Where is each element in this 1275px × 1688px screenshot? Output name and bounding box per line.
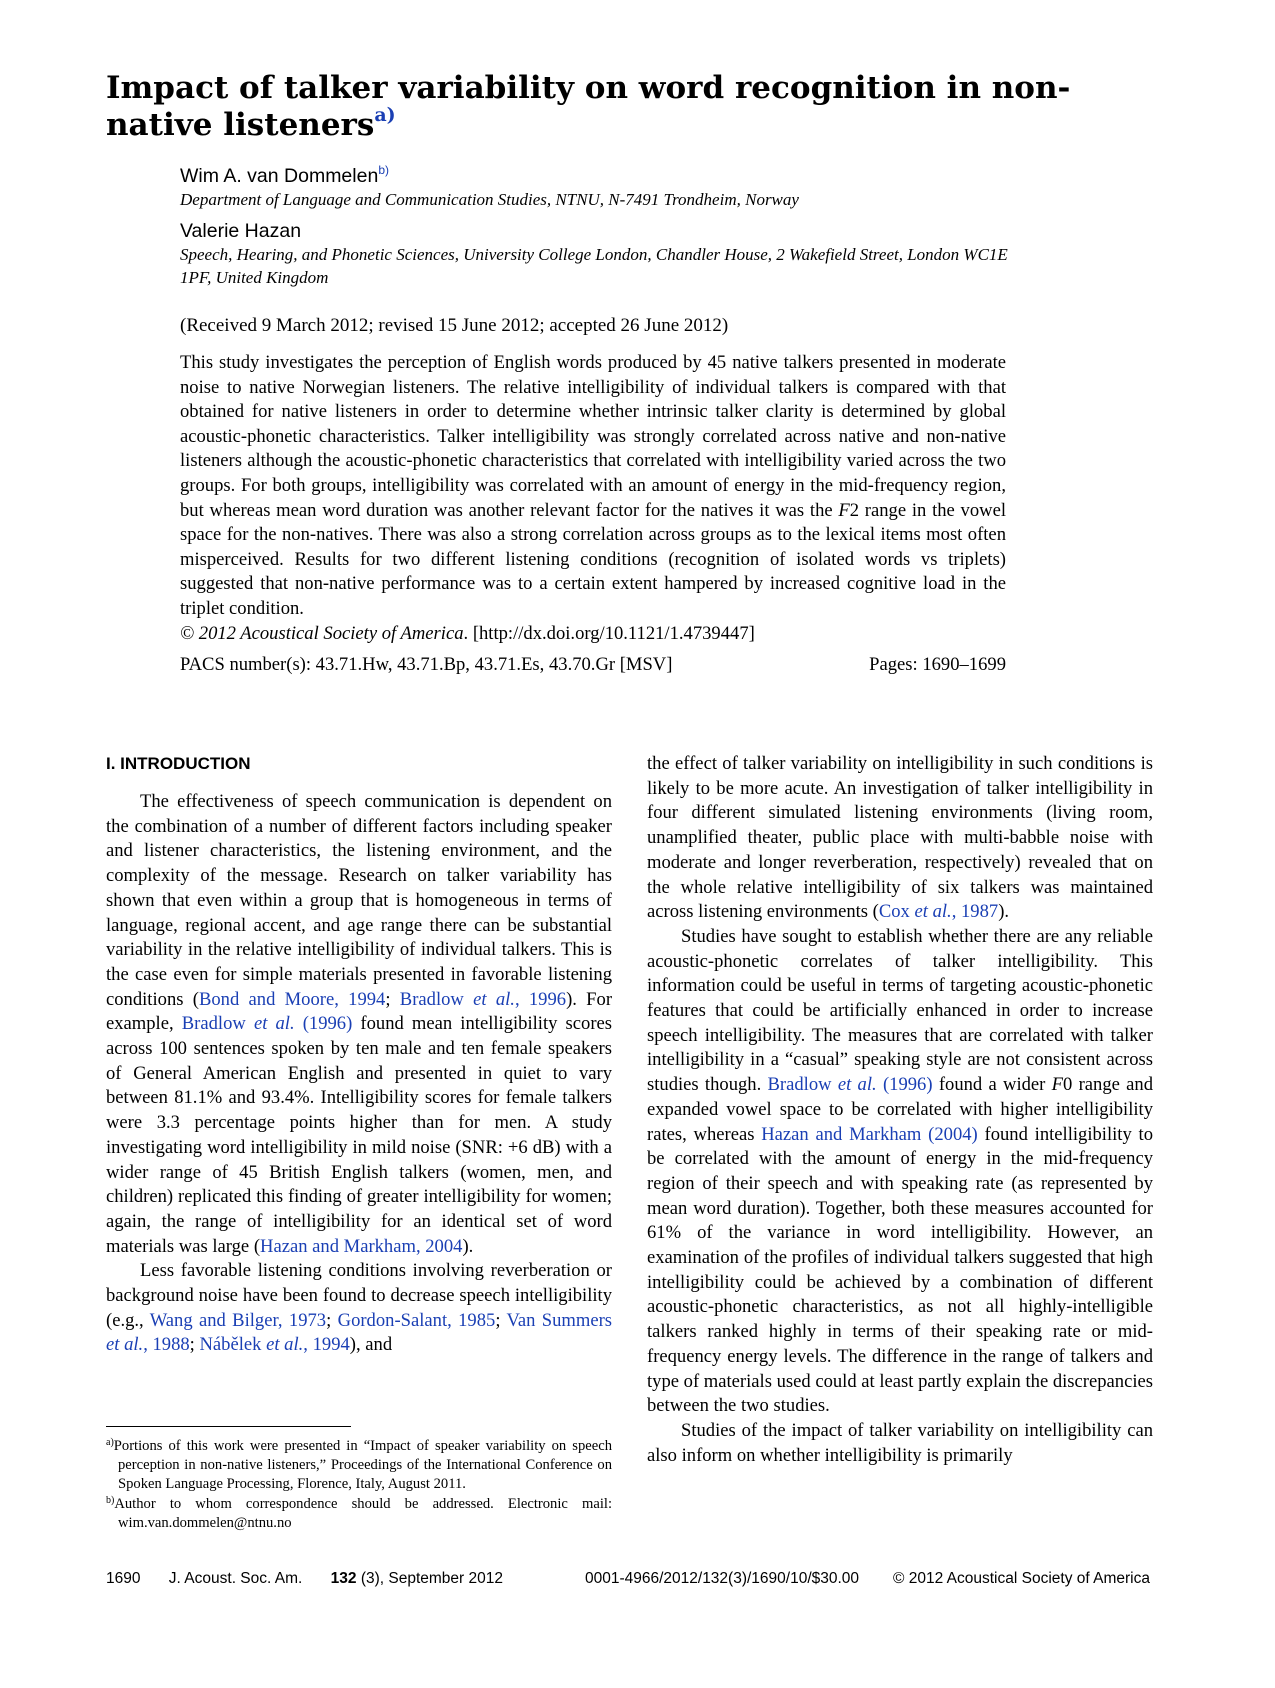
citation-link[interactable]: Bradlow et al., 1996 bbox=[399, 988, 567, 1010]
right-column bbox=[647, 752, 1153, 1468]
footnote-divider bbox=[106, 1426, 351, 1427]
page-range: Pages: 1690–1699 bbox=[869, 654, 1006, 675]
footnote-b: $^{b)}$Author to whom correspondence should be addressed. Electronic mail: wim.van.dommelen@ntnu.no bbox=[106, 1495, 612, 1531]
citation-link[interactable]: Van Summers et al., 1988 bbox=[106, 1309, 613, 1356]
author-2 bbox=[180, 219, 1030, 289]
citation-link[interactable]: Cox et al., 1987 bbox=[878, 901, 999, 923]
abstract-copyright: © 2012 Acoustical Society of America bbox=[180, 622, 464, 644]
journal-citation: J. Acoust. Soc. Am. 132 (3), September 2012 bbox=[168, 1570, 503, 1587]
paper-title: Impact of talker variability on word recognition in non-native listeners$^{a)}$ bbox=[106, 70, 1071, 143]
paragraph: Studies of the impact of talker variability on intelligibility can also inform on whether intelligibility is primarily bbox=[647, 1419, 1153, 1466]
citation-link[interactable]: Bond and Moore, 1994 bbox=[198, 988, 386, 1010]
doi-link[interactable]: . [http://dx.doi.org/10.1121/1.4739447] bbox=[463, 622, 755, 644]
author-affiliation: Department of Language and Communication Studies, NTNU, N-7491 Trondheim, Norway bbox=[180, 190, 799, 209]
citation-link[interactable]: Bradlow et al. (1996) bbox=[181, 1013, 353, 1035]
pacs-numbers: PACS number(s): 43.71.Hw, 43.71.Bp, 43.71.Es, 43.70.Gr [MSV] bbox=[180, 654, 673, 675]
footnotes bbox=[106, 1437, 612, 1534]
author-affiliation: Speech, Hearing, and Phonetic Sciences, University College London, Chandler House, 2 Wakefield Street, London WC1E 1PF, United Kingdom bbox=[180, 245, 1008, 287]
pacs-row bbox=[180, 654, 1006, 676]
citation-link[interactable]: Nábělek et al., 1994 bbox=[199, 1334, 350, 1356]
page-number: 1690 bbox=[106, 1570, 141, 1587]
page-footer bbox=[106, 1570, 1150, 1588]
paragraph: the effect of talker variability on intelligibility in such conditions is likely to be more acute. An investigation of talker intelligibility in four different simulated listening environments (living room, unamplified theater, public place with multi-babble noise with moderate and longer reverberation, respectively) revealed that on the whole relative intelligibility of six talkers was maintained across listening environments (Cox et al., 1987). bbox=[647, 753, 1153, 923]
title-footnote-mark[interactable]: a) bbox=[374, 104, 396, 126]
paragraph: Studies have sought to establish whether there are any reliable acoustic-phonetic correlates of talker intelligibility. This information could be useful in terms of targeting acoustic-phonetic features that could be artificially enhanced in order to increase speech intelligibility. The measures that are correlated with talker intelligibility in a “casual” speaking style are not consistent across studies though. Bradlow et al. (1996) found a wider F0 range and expanded vowel space to be correlated with higher intelligibility rates, whereas Hazan and Markham (2004) found intelligibility to be correlated with the amount of energy in the mid-frequency region of their speech and with speaking rate (as represented by mean word duration). Together, both these measures accounted for 61% of the variance in word intelligibility. However, an examination of the profiles of individual talkers suggested that high intelligibility could be achieved by a combination of different acoustic-phonetic characteristics, as not all highly-intelligible talkers ranked highly in terms of their speaking rate or mid-frequency energy levels. The difference in the range of talkers and type of materials used could at least partly explain the discrepancies between the two studies. bbox=[647, 925, 1154, 1417]
article-code: 0001-4966/2012/132(3)/1690/10/$30.00 bbox=[584, 1570, 860, 1587]
author-1 bbox=[180, 164, 1030, 211]
citation-link[interactable]: Gordon-Salant, 1985 bbox=[337, 1309, 496, 1331]
left-column bbox=[106, 752, 612, 1358]
author-name: Valerie Hazan bbox=[180, 220, 302, 242]
author-list bbox=[180, 164, 1030, 297]
citation-link[interactable]: Hazan and Markham, 2004 bbox=[260, 1235, 463, 1257]
paragraph: Less favorable listening conditions involving reverberation or background noise have been found to decrease speech intelligibility (e.g., Wang and Bilger, 1973; Gordon-Salant, 1985; Van Summers et al., 1988; Nábělek et al., 1994), and bbox=[106, 1260, 613, 1356]
paragraph: The effectiveness of speech communication is dependent on the combination of a number of different factors including speaker and listener characteristics, the listening environment, and the complexity of the message. Research on talker variability has shown that even within a group that is homogeneous in terms of language, regional accent, and age range there can be substantial variability in the relative intelligibility of individual talkers. This is the case even for simple materials presented in favorable listening conditions (Bond and Moore, 1994; Bradlow et al., 1996). For example, Bradlow et al. (1996) found mean intelligibility scores across 100 sentences spoken by ten male and ten female speakers of General American English and presented in quiet to vary between 81.1% and 93.4%. Intelligibility scores for female talkers were 3.3 percentage points higher than for men. A study investigating word intelligibility in mild noise (SNR: +6 dB) with a wider range of 45 British English talkers (women, men, and children) replicated this finding of greater intelligibility for women; again, the range of intelligibility for an identical set of word materials was large (Hazan and Markham, 2004). bbox=[106, 791, 613, 1257]
author-name: Wim A. van Dommelen$^{b)}$ bbox=[180, 163, 389, 187]
section-heading: I. INTRODUCTION bbox=[106, 754, 251, 773]
footnote-a: $^{a)}$Portions of this work were presented in “Impact of speaker variability on speech perception in non-native listeners,” Proceedings of the International Conference on Spoken Language Processing, Florence, Italy, August 2011. bbox=[106, 1437, 612, 1492]
citation-link[interactable]: Wang and Bilger, 1973 bbox=[149, 1309, 327, 1331]
received-dates: (Received 9 March 2012; revised 15 June 2012; accepted 26 June 2012) bbox=[180, 315, 729, 336]
citation-link[interactable]: Hazan and Markham (2004) bbox=[761, 1123, 978, 1145]
citation-link[interactable]: Bradlow et al. (1996) bbox=[767, 1074, 933, 1096]
footer-copyright: © 2012 Acoustical Society of America bbox=[893, 1570, 1150, 1587]
abstract: This study investigates the perception of English words produced by 45 native talkers presented in moderate noise to native Norwegian listeners. The relative intelligibility of individual talkers is compared with that obtained for native listeners in order to determine whether intrinsic talker clarity is determined by global acoustic-phonetic characteristics. Talker intelligibility was strongly correlated across native and non-native listeners although the acoustic-phonetic characteristics that correlated with intelligibility varied across the two groups. For both groups, intelligibility was correlated with an amount of energy in the mid-frequency region, but whereas mean word duration was another relevant factor for the natives it was the F2 range in the vowel space for the non-natives. There was also a strong correlation across groups as to the lexical items most often misperceived. Results for two different listening conditions (recognition of isolated words vs triplets) suggested that non-native performance was to a certain extent hampered by increased cognitive load in the triplet condition. © 2012 Acoustical Society of America. [http://dx.doi.org/10.1121/1.4739447] bbox=[180, 352, 1006, 644]
author-footnote-mark[interactable]: b) bbox=[378, 163, 389, 177]
footer-left bbox=[106, 1570, 551, 1588]
